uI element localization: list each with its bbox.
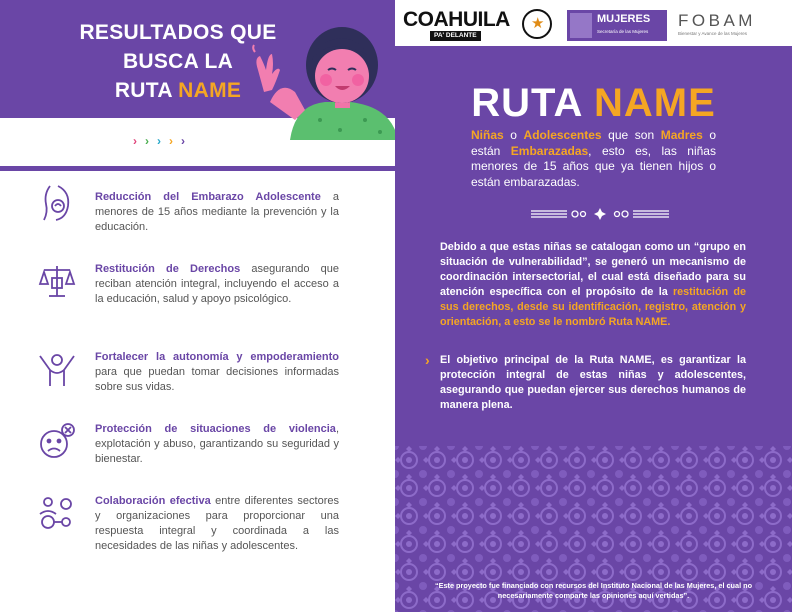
item-4-body: , explotación y abuso, garantizando su seguridad y bienestar. [95, 423, 339, 465]
coahuila-logo [403, 9, 509, 39]
funding-footnote: “Este proyecto fue financiado con recursos del Instituto Nacional de las Mujeres, el cual no necesariamente comparte las opiniones aquí vertidas”. [434, 581, 753, 600]
fobam-logo [678, 12, 783, 37]
chevron-right-icon: › [425, 352, 430, 368]
arrow-icon: › [157, 134, 161, 148]
objective-paragraph: El objetivo principal de la Ruta NAME, es garantizar la protección integral de estas niñas y adolescentes, asegurando que puedan ejercer sus derechos humanos de manera plena. [440, 354, 746, 411]
item-4-heading: Protección de situaciones de violencia [95, 423, 336, 435]
mujeres-logo [567, 10, 667, 41]
item-5-body: entre diferentes sectores y organizaciones para proporcionar una respuesta integral y coordinada a las necesidades de las niñas y adolescentes. [95, 495, 339, 552]
mujeres-logo-mark [570, 13, 592, 38]
empowered-person-icon [36, 348, 78, 390]
item-3-body: para que puedan tomar decisiones informadas sobre sus vidas. [95, 366, 339, 393]
left-panel [0, 0, 395, 612]
left-title-line-1: RESULTADOS QUE [79, 21, 277, 44]
intro-madres: Madres [660, 128, 703, 142]
logo-bar [395, 0, 792, 46]
para1-orange: restitución de sus derechos, desde su identificación, registro, atención y orientación, a esto se le nombró Ruta NAME. [440, 286, 746, 328]
intro-que-son: que son [601, 128, 661, 142]
name-title-word: NAME [593, 81, 716, 125]
left-title-name: NAME [178, 79, 242, 102]
ruta-title-word: RUTA [471, 81, 582, 125]
intro-embarazadas: Embarazadas [510, 143, 589, 158]
left-title-line-2: BUSCA LA [122, 50, 234, 73]
coahuila-logo-text: COAHUILA [403, 8, 510, 31]
fobam-logo-subtitle: Bienestar y Avance de las Mujeres [678, 31, 747, 36]
collaboration-icon [36, 492, 78, 534]
item-1-body: a menores de 15 años mediante la prevención y la educación. [95, 191, 339, 233]
list-item-text [95, 190, 339, 235]
intro-o2: o están [471, 128, 717, 158]
item-1-heading: Reducción del Embarazo Adolescente [95, 191, 321, 203]
pregnancy-icon [36, 182, 78, 224]
intro-o1: o [503, 128, 524, 142]
seal-logo [522, 9, 552, 39]
intro-rest: , esto es, las niñas menores de 15 años que ya tienen hijos o están embarazadas. [471, 143, 716, 189]
intro-paragraph [471, 128, 716, 190]
decorative-arrows [133, 135, 185, 147]
intro-ninas: Niñas [471, 128, 504, 142]
left-title-ruta: RUTA [114, 79, 172, 102]
intro-adolescentes: Adolescentes [523, 128, 602, 142]
item-3-heading: Fortalecer la autonomía y empoderamiento [95, 351, 339, 363]
left-divider [0, 166, 395, 171]
coahuila-logo-tag: PA' DELANTE [430, 31, 481, 41]
list-item-text [95, 494, 339, 554]
star-icon: ★ [531, 15, 545, 32]
ornament-divider [531, 207, 669, 221]
arrow-icon: › [145, 134, 149, 148]
item-2-body: asegurando que reciban atención integral, incluyendo el acceso a la educación, salud y apoyo psicológico. [95, 263, 339, 305]
arrow-icon: › [133, 134, 137, 148]
list-item-text [95, 350, 339, 395]
girl-waving-illustration [250, 20, 395, 140]
ruta-name-title [395, 80, 792, 126]
arrow-icon: › [169, 134, 173, 148]
mujeres-logo-title: MUJERES [597, 13, 651, 25]
para1-white: Debido a que estas niñas se catalogan como un “grupo en situación de vulnerabilidad”, se generó un mecanismo de coordinación intersectorial, el cual está diseñado para su atención específica con el propósito de la [440, 241, 746, 298]
right-panel [395, 0, 792, 612]
mujeres-logo-subtitle: Secretaría de las Mujeres [597, 29, 649, 34]
justice-scale-icon [36, 260, 78, 302]
coordination-paragraph [440, 240, 746, 330]
item-2-heading: Restitución de Derechos [95, 263, 241, 275]
item-5-heading: Colaboración efectiva [95, 495, 211, 507]
list-item-text [95, 262, 339, 307]
arrow-icon: › [181, 134, 185, 148]
list-item-text [95, 422, 339, 467]
fobam-logo-title: FOBAM [678, 11, 756, 30]
protection-face-icon [36, 420, 78, 462]
